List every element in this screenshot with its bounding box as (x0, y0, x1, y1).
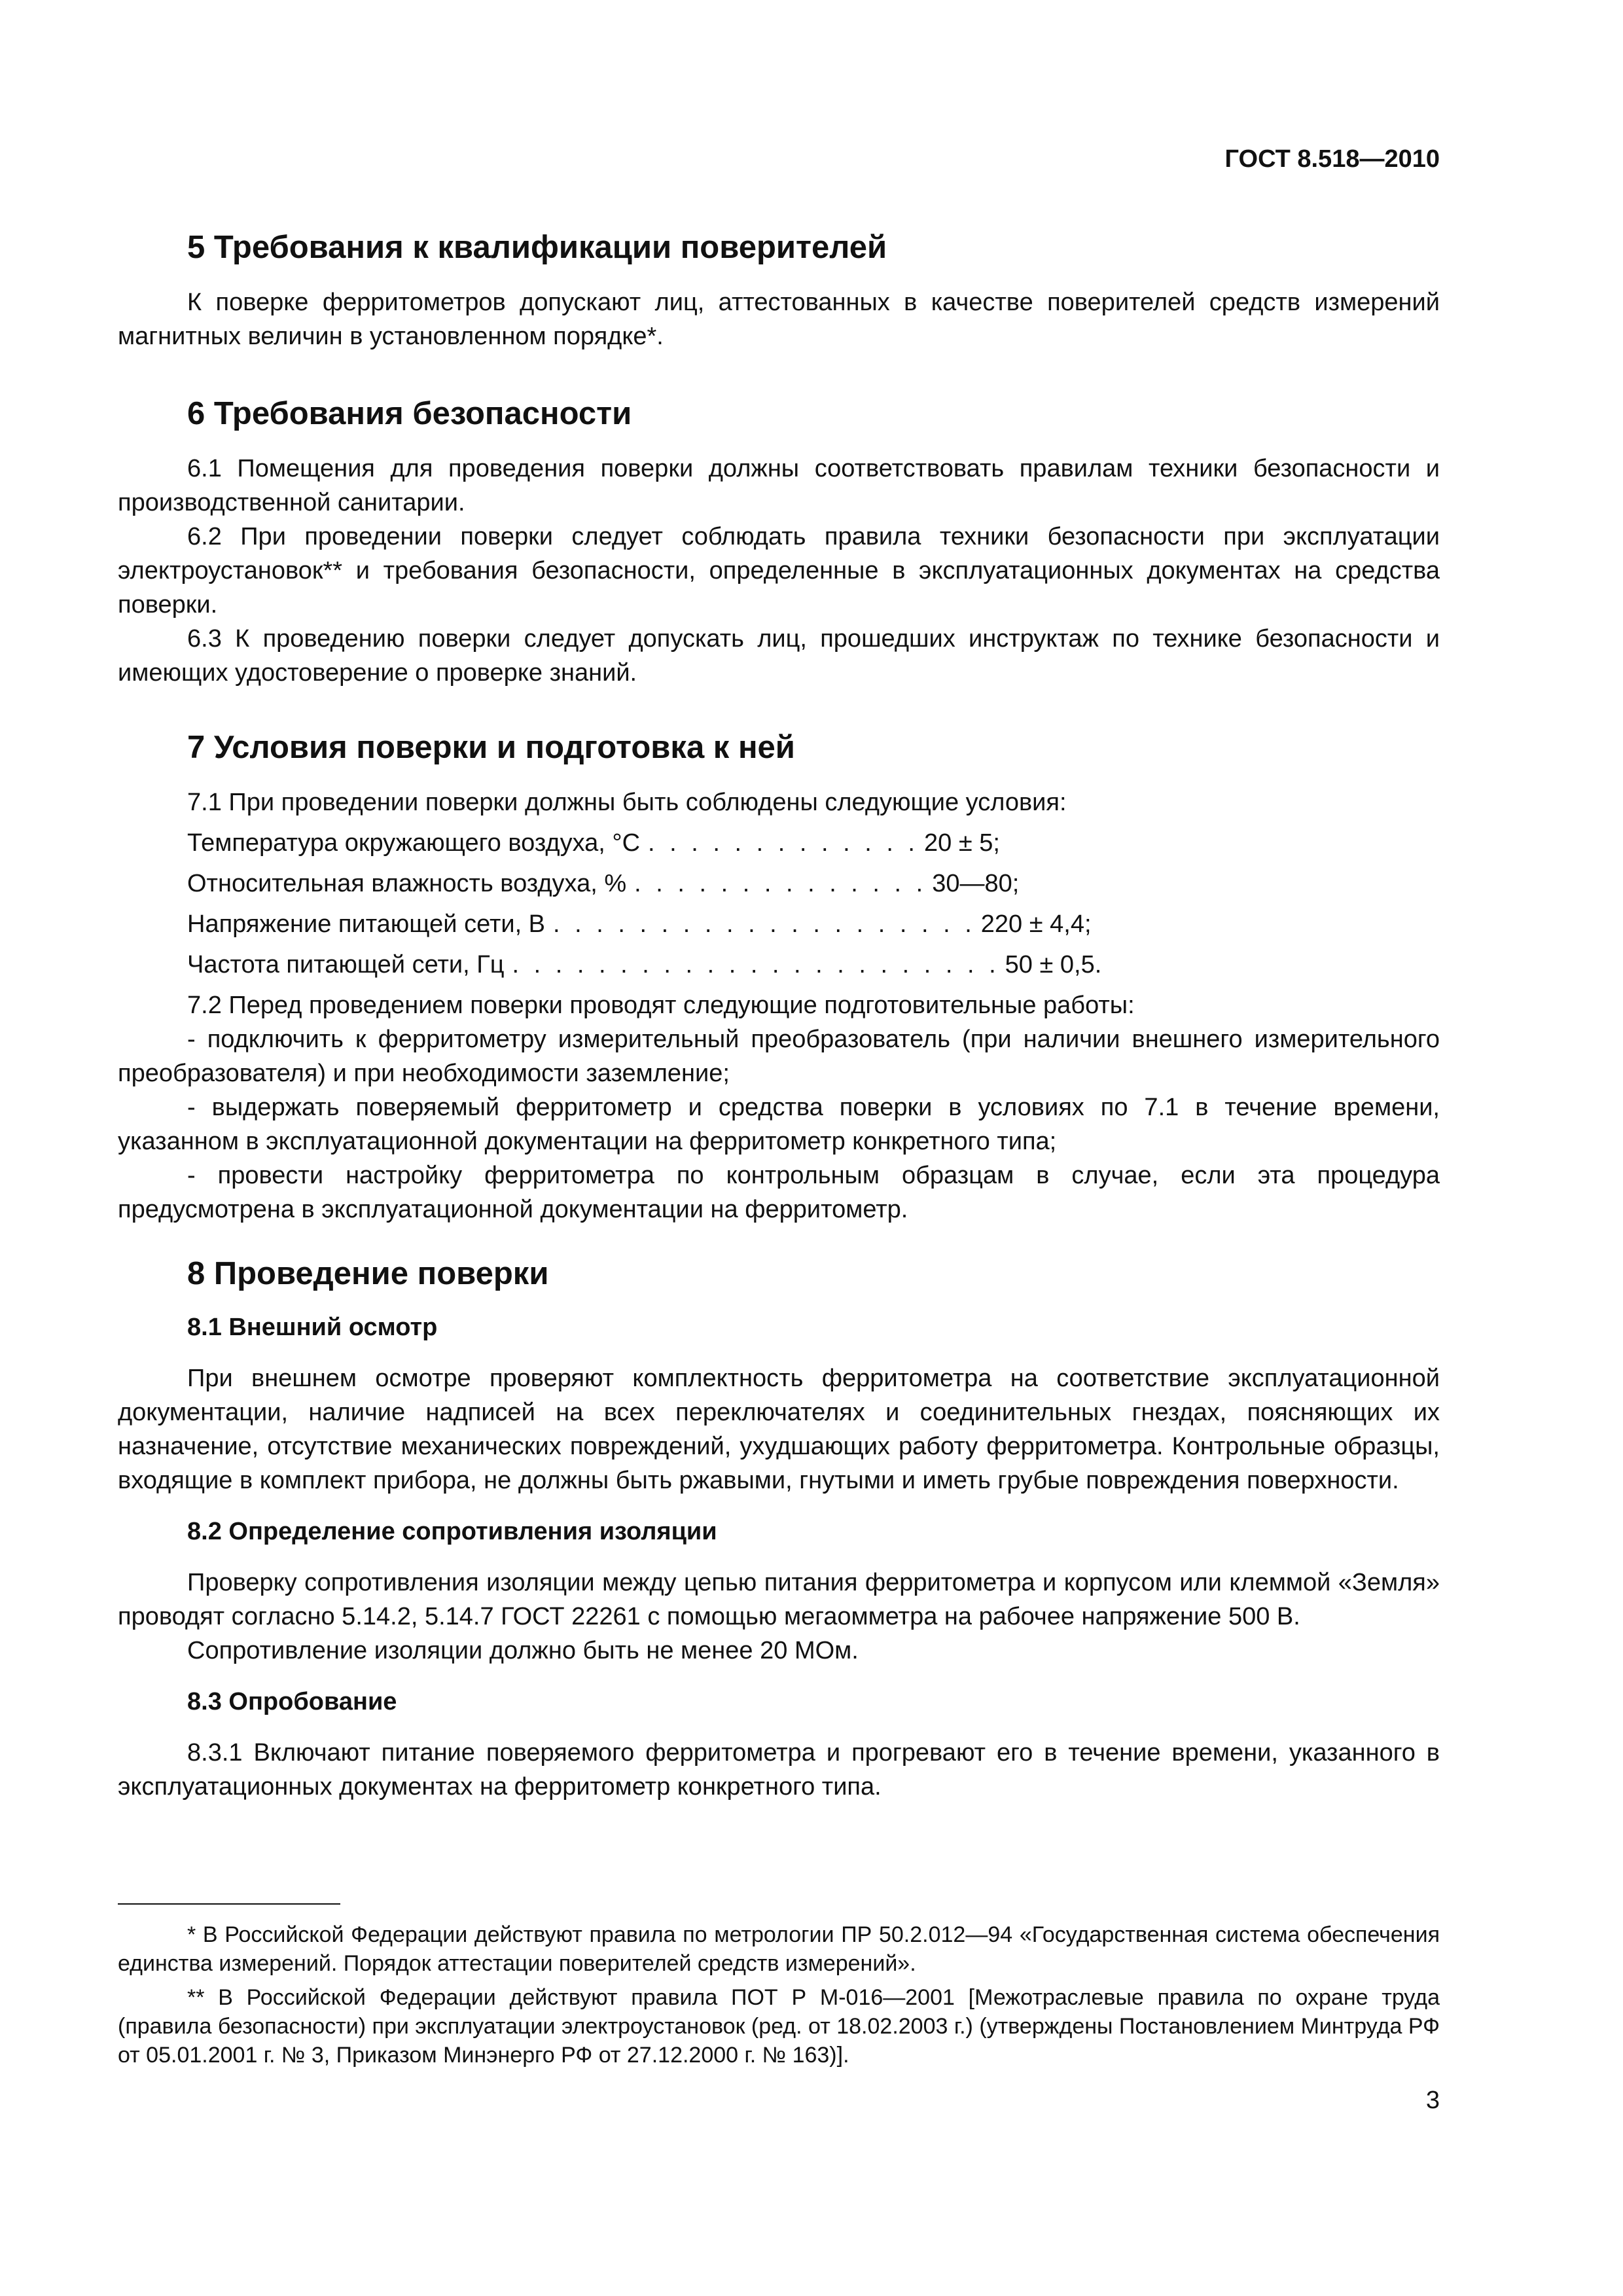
subsection-8-2-title: 8.2 Определение сопротивления изоляции (187, 1518, 717, 1545)
leader-dots: . . . . . . . . . . . . . . . . . . . . . . . (512, 951, 1000, 978)
list-item: - подключить к ферритометру измерительный преобразователь (при наличии внешнего измерительного преобразователя) и при необходимости заземление; (118, 1026, 1440, 1087)
section-8 (118, 1254, 1440, 1804)
condition-value: 50 ± 0,5. (1005, 951, 1102, 978)
condition-value: 30—80; (932, 870, 1020, 897)
section-8-title: 8 Проведение поверки (187, 1256, 549, 1291)
list-item: - выдержать поверяемый ферритометр и средства поверки в условиях по 7.1 в течение времени, указанном в эксплуатационной документации на ферритометр конкретного типа; (118, 1094, 1440, 1155)
document-number-header: ГОСТ 8.518—2010 (1224, 145, 1440, 173)
section-5-title: 5 Требования к квалификации поверителей (187, 230, 887, 265)
section-5-paragraph: К поверке ферритометров допускают лиц, аттестованных в качестве поверителей средств измерений магнитных величин в установленном порядке*. (118, 289, 1440, 350)
paragraph-7-1: 7.1 При проведении поверки должны быть соблюдены следующие условия: (187, 789, 1067, 816)
condition-row-voltage (118, 907, 1440, 941)
paragraph-7-2: 7.2 Перед проведением поверки проводят следующие подготовительные работы: (187, 992, 1135, 1019)
leader-dots: . . . . . . . . . . . . . . (634, 870, 927, 897)
footnote-1: * В Российской Федерации действуют правила по метрологии ПР 50.2.012—94 «Государственная система обеспечения единства измерений. Порядок аттестации поверителей средств измерений». (118, 1922, 1440, 1976)
paragraph-6-3: 6.3 К проведению поверки следует допускать лиц, прошедших инструктаж по технике безопасности и имеющих удостоверение о проверке знаний. (118, 625, 1440, 687)
paragraph-6-1: 6.1 Помещения для проведения поверки должны соответствовать правилам техники безопасности и производственной санитарии. (118, 455, 1440, 516)
subsection-8-3-title: 8.3 Опробование (187, 1688, 397, 1715)
condition-value: 20 ± 5; (924, 829, 1000, 857)
page-number: 3 (1425, 2087, 1440, 2114)
footnotes (118, 1903, 1440, 2070)
paragraph-8-2-1: Проверку сопротивления изоляции между цепью питания ферритометра и корпусом или клеммой «Земля» проводят согласно 5.14.2, 5.14.7 ГОСТ 22261 с помощью мегаомметра на рабочее напряжение 500 В. (118, 1569, 1440, 1630)
section-6-title: 6 Требования безопасности (187, 396, 632, 431)
leader-dots: . . . . . . . . . . . . . (648, 829, 919, 857)
condition-label: Напряжение питающей сети, В (187, 910, 546, 938)
condition-value: 220 ± 4,4; (980, 910, 1092, 938)
section-7 (118, 728, 1440, 1227)
paragraph-8-1: При внешнем осмотре проверяют комплектность ферритометра на соответствие эксплуатационной документации, наличие надписей на всех переключателях и соединительных гнездах, поясняющих их назначение, отсутствие механических повреждений, ухудшающих работу ферритометра. Контрольные образцы, входящие в комплект прибора, не должны быть ржавыми, гнутыми и иметь грубые повреждения поверхности. (118, 1365, 1440, 1494)
condition-row-temperature (118, 826, 1440, 860)
condition-label: Относительная влажность воздуха, % (187, 870, 627, 897)
leader-dots: . . . . . . . . . . . . . . . . . . . . (553, 910, 976, 938)
paragraph-8-2-2: Сопротивление изоляции должно быть не менее 20 МОм. (187, 1637, 859, 1664)
paragraph-6-2: 6.2 При проведении поверки следует соблюдать правила техники безопасности при эксплуатации электроустановок** и требования безопасности, определенные в эксплуатационных документах на средства поверки. (118, 523, 1440, 619)
subsection-8-1-title: 8.1 Внешний осмотр (187, 1314, 438, 1341)
list-item: - провести настройку ферритометра по контрольным образцам в случае, если эта процедура предусмотрена в эксплуатационной документации на ферритометр. (118, 1162, 1440, 1223)
condition-row-frequency (118, 948, 1440, 982)
section-6 (118, 394, 1440, 690)
condition-row-humidity (118, 867, 1440, 901)
section-7-title: 7 Условия поверки и подготовка к ней (187, 730, 795, 765)
section-5 (118, 228, 1440, 353)
condition-label: Частота питающей сети, Гц (187, 951, 505, 978)
paragraph-8-3-1: 8.3.1 Включают питание поверяемого ферритометра и прогревают его в течение времени, указанного в эксплуатационных документах на ферритометр конкретного типа. (118, 1739, 1440, 1801)
footnote-2: ** В Российской Федерации действуют правила ПОТ Р М-016—2001 [Межотраслевые правила по охране труда (правила безопасности) при эксплуатации электроустановок (ред. от 18.02.2003 г.) (утверждены Постановлением Минтруда РФ от 05.01.2001 г. № 3, Приказом Минэнерго РФ от 27.12.2000 г. № 163)]. (118, 1985, 1440, 2068)
condition-label: Температура окружающего воздуха, °С (187, 829, 641, 857)
